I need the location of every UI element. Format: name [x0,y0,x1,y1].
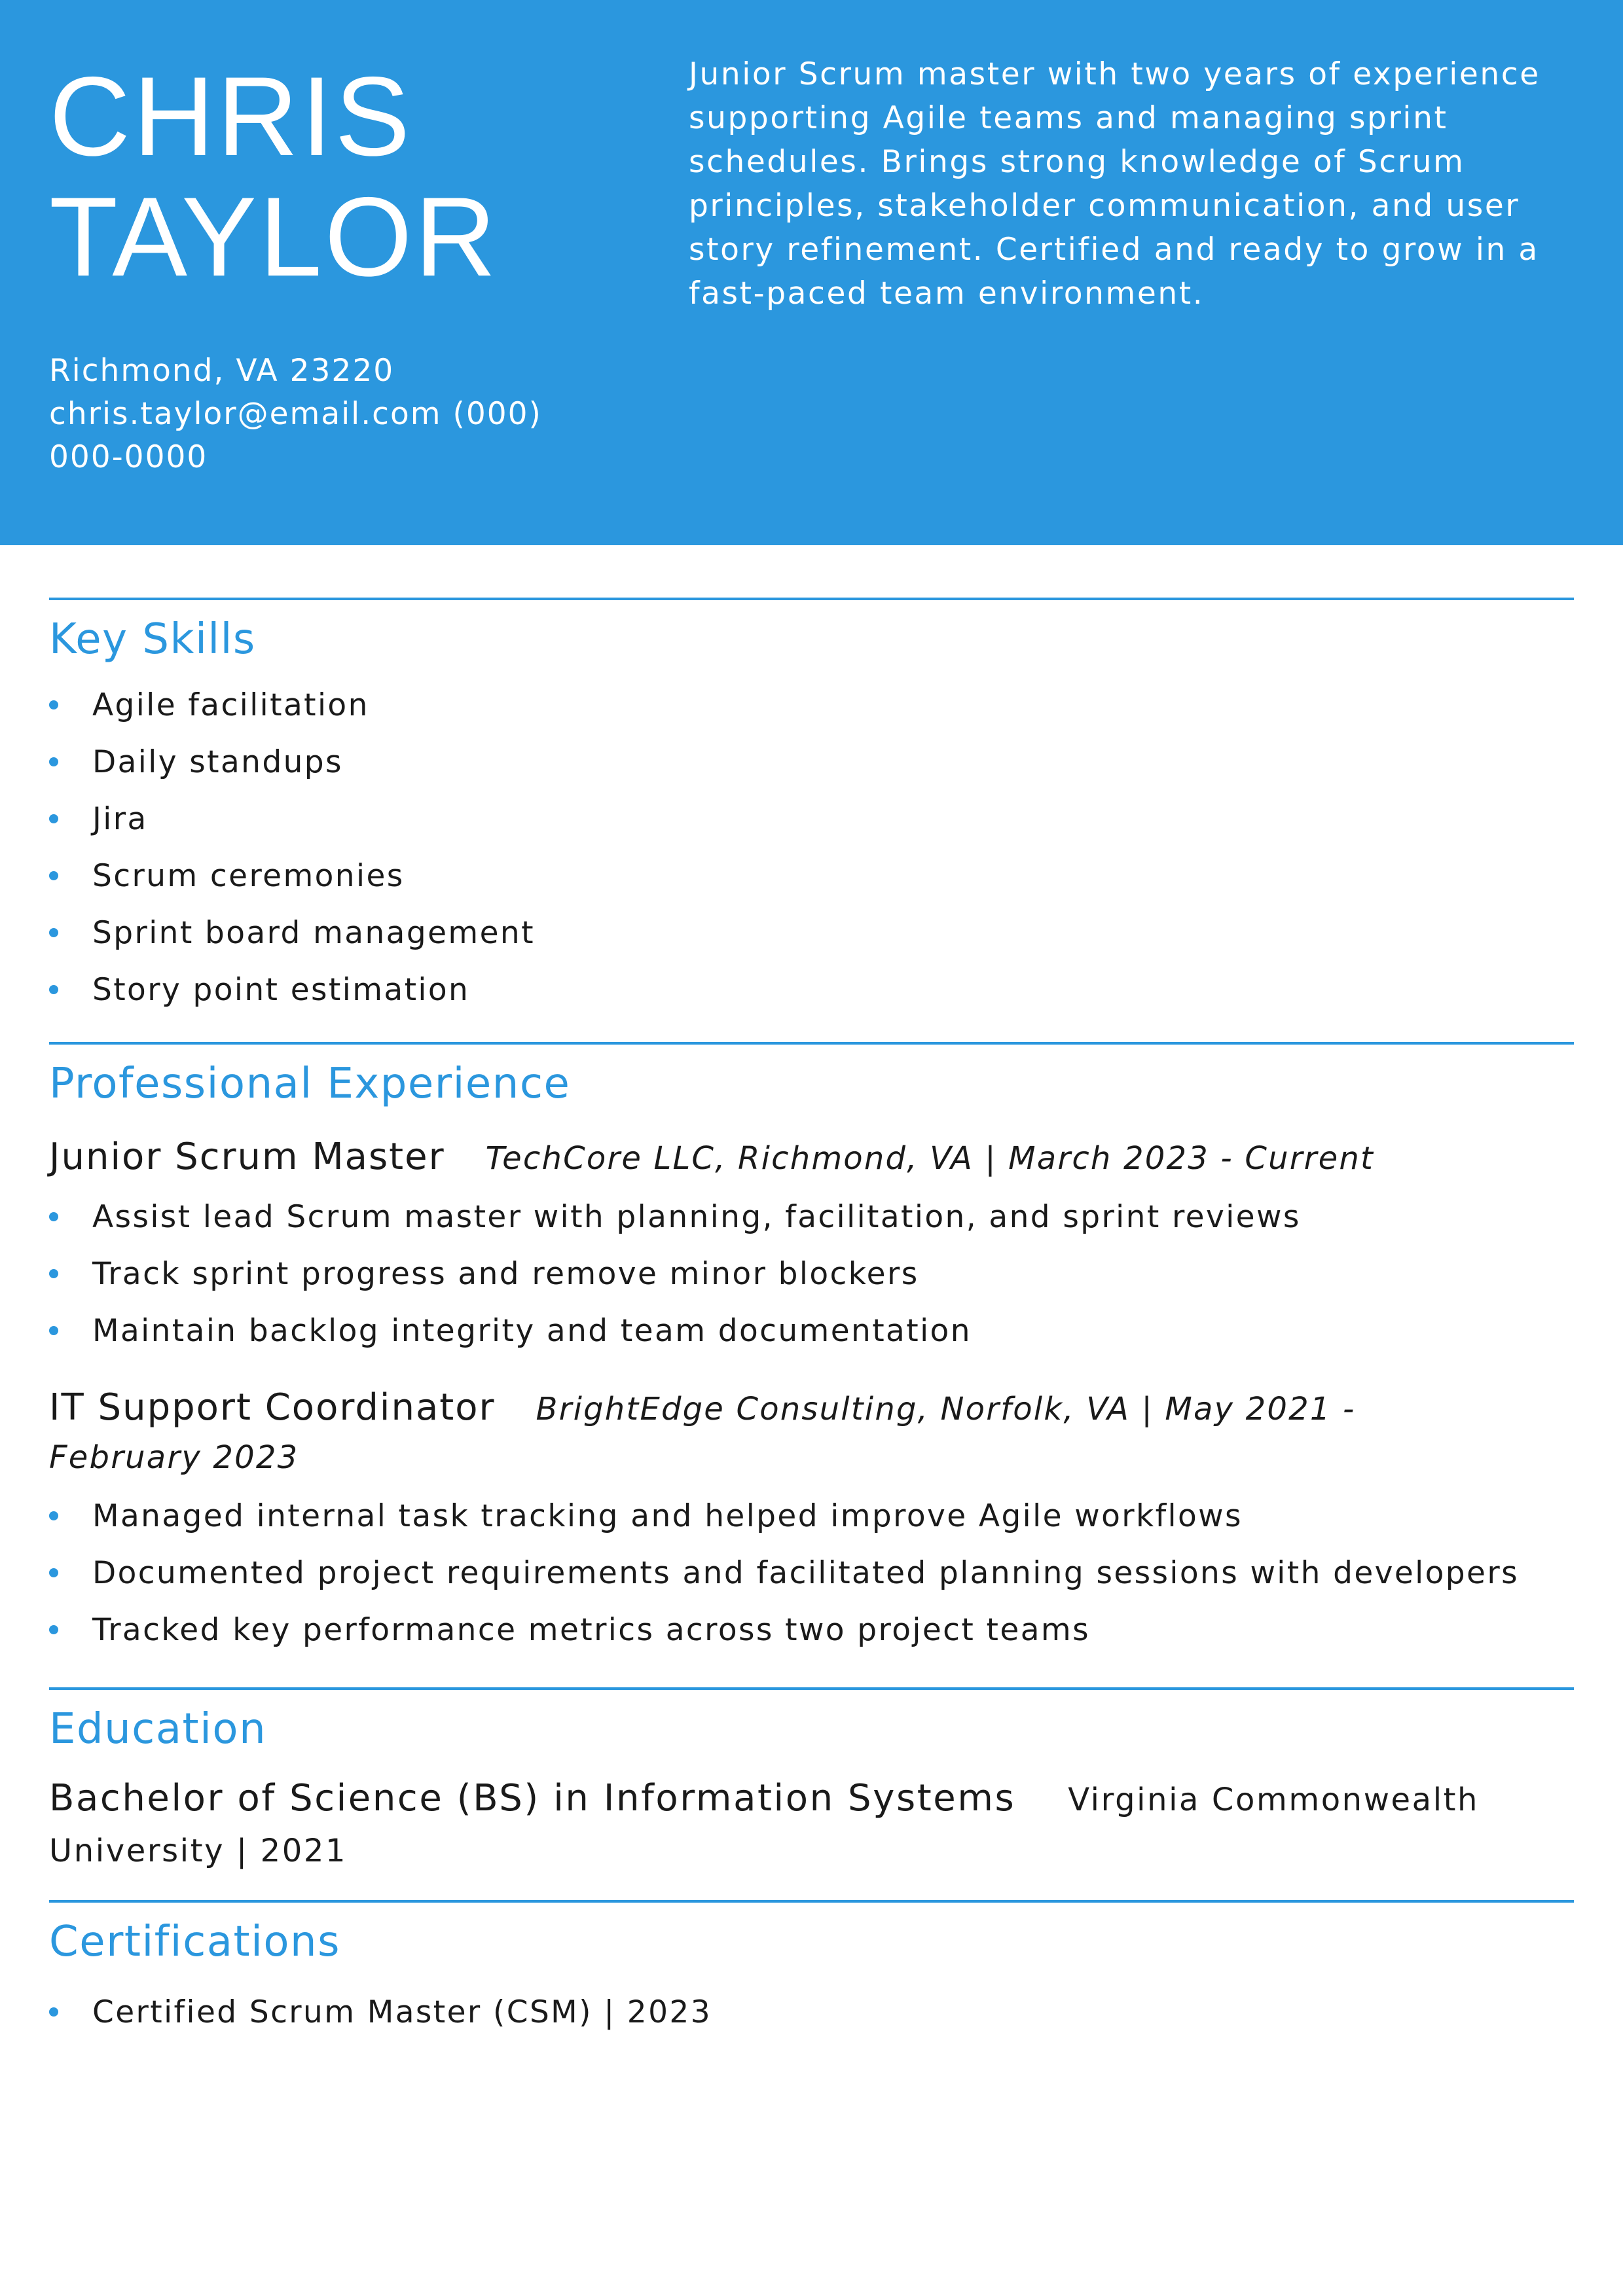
section-title-experience: Professional Experience [49,1060,571,1108]
list-item: Managed internal task tracking and helped improve Agile workflows [49,1488,1574,1545]
education-section [49,1687,1574,1876]
certifications-list [49,1984,1574,2041]
list-item: Scrum ceremonies [49,848,1574,905]
bullet-icon [49,1212,58,1221]
professional-summary: Junior Scrum master with two years of experience supporting Agile teams and managing sprint schedules. Brings strong knowledge of Scrum principles, stakeholder communication, and user story refinement. Certified and ready to grow in a fast-paced team environment. [689,56,1541,312]
bullet-icon [49,1625,58,1634]
bullet-icon [49,928,58,937]
bullet-icon [49,757,58,766]
section-title-certifications: Certifications [49,1918,340,1966]
bullet-icon [49,700,58,709]
list-item: Certified Scrum Master (CSM) | 2023 [49,1984,1574,2041]
job-meta: TechCore LLC, Richmond, VA | March 2023 - Current [485,1140,1374,1177]
first-name: CHRIS [49,54,413,179]
school: Virginia Commonwealth University | 2021 [49,1782,1480,1869]
list-item: Jira [49,791,1574,848]
bullet-icon [49,1269,58,1278]
list-item: Assist lead Scrum master with planning, facilitation, and sprint reviews [49,1189,1574,1246]
list-item: Track sprint progress and remove minor blockers [49,1246,1574,1302]
section-title-key-skills: Key Skills [49,615,256,664]
skills-list [49,677,1574,1018]
job-bullets [49,1189,1574,1359]
certifications-section [49,1900,1574,2041]
job-bullets [49,1488,1574,1659]
bullet-icon [49,2007,58,2017]
list-item: Documented project requirements and facilitated planning sessions with developers [49,1545,1574,1602]
list-item: Tracked key performance metrics across two project teams [49,1602,1574,1659]
resume-header [0,0,1623,545]
bullet-icon [49,814,58,823]
education-entry [49,1774,1516,1876]
last-name: TAYLOR [49,174,499,300]
email-phone: chris.taylor@email.com (000) [49,396,542,432]
location: Richmond, VA 23220 [49,353,395,389]
job-role: Junior Scrum Master [49,1136,445,1178]
list-item: Maintain backlog integrity and team documentation [49,1302,1574,1359]
list-item: Story point estimation [49,961,1574,1018]
candidate-name [49,54,612,300]
bullet-icon [49,985,58,994]
list-item: Daily standups [49,734,1574,791]
list-item: Sprint board management [49,905,1574,961]
key-skills-section [49,598,1574,1018]
job-role: IT Support Coordinator [49,1386,496,1429]
job-header [49,1134,1574,1182]
contact-info [49,350,638,479]
list-item: Agile facilitation [49,677,1574,734]
bullet-icon [49,1511,58,1520]
phone-continued: 000-0000 [49,439,208,475]
job-meta: BrightEdge Consulting, Norfolk, VA | May 2021 - February 2023 [49,1391,1356,1476]
job-header [49,1384,1516,1481]
section-title-education: Education [49,1705,267,1753]
experience-section [49,1042,1574,1659]
degree: Bachelor of Science (BS) in Information Systems [49,1777,1016,1820]
bullet-icon [49,1326,58,1335]
bullet-icon [49,871,58,880]
bullet-icon [49,1568,58,1577]
